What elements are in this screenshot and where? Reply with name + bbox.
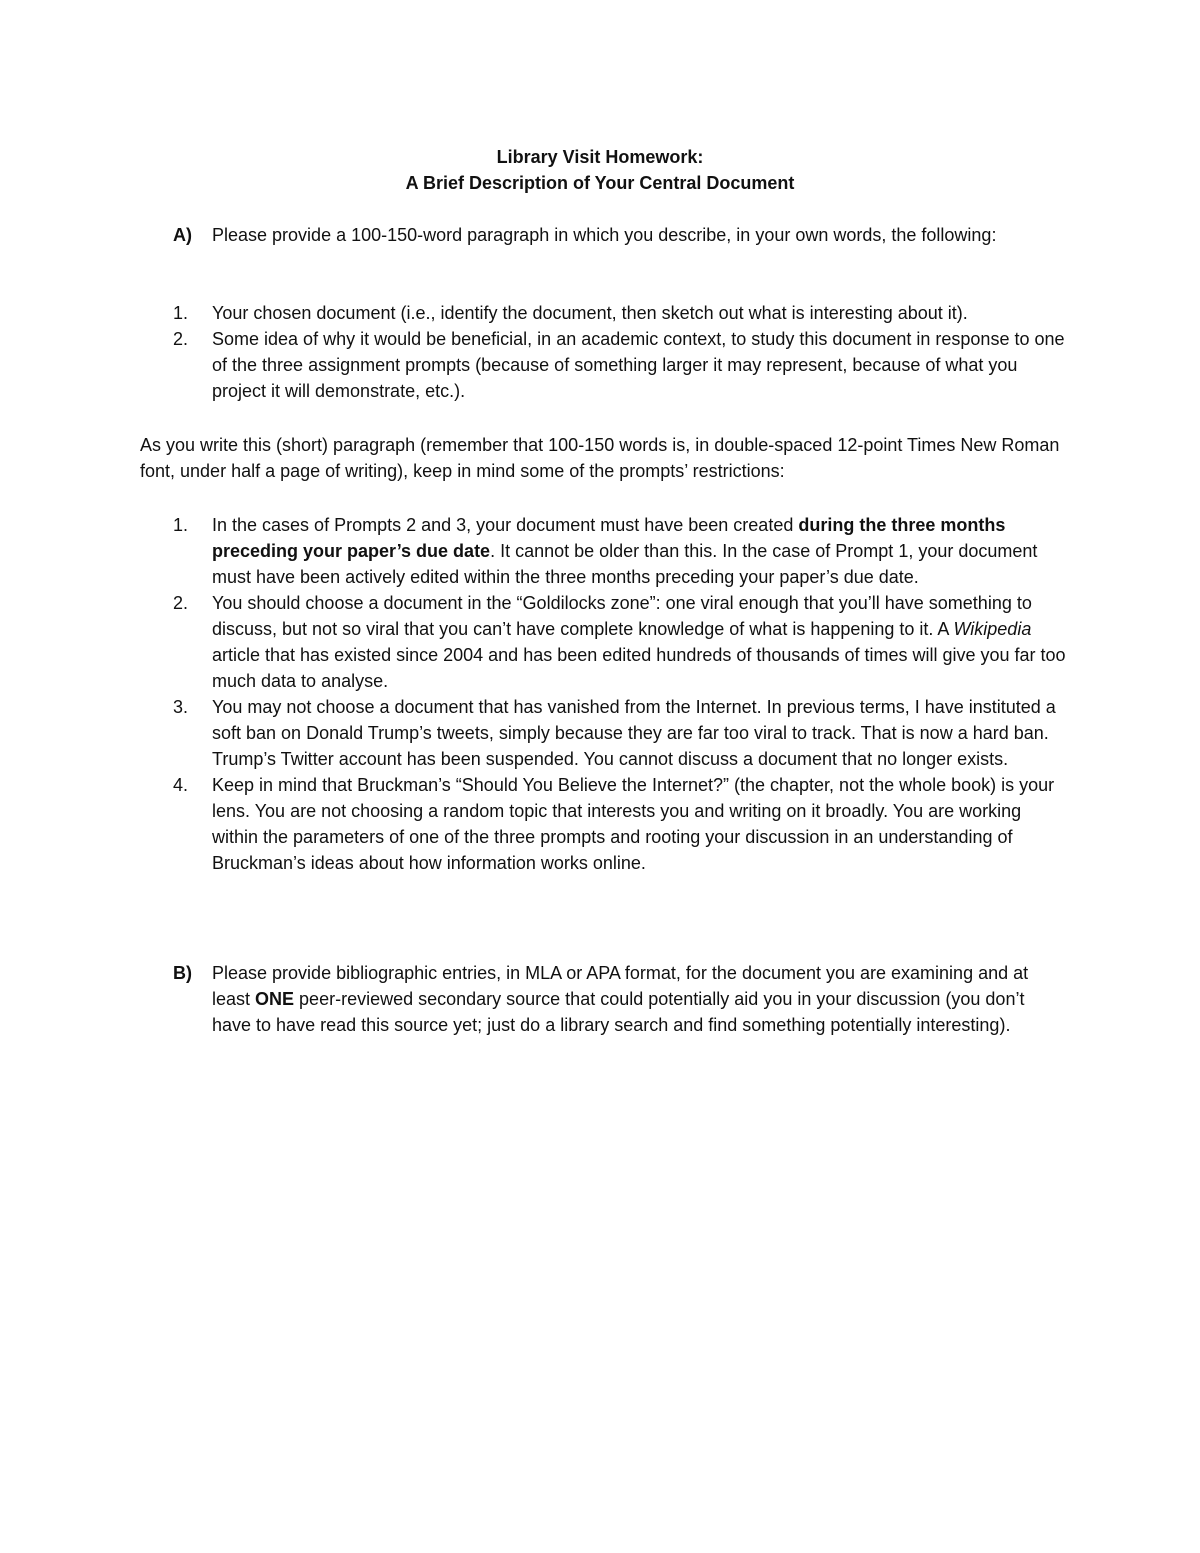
list-item-text: You should choose a document in the “Goldilocks zone”: one viral enough that you’ll have something to discuss, but not so viral that you can’t have complete knowledge of what is happening to it. A Wikipedia article that has existed since 2004 and has been edited hundreds of thousands of times will give you far too much data to analyse. xyxy=(212,593,1066,691)
list-a-item-1 xyxy=(147,300,1067,326)
list-item-text: In the cases of Prompts 2 and 3, your document must have been created during the three months preceding your paper’s due date. It cannot be older than this. In the case of Prompt 1, your document must have been actively edited within the three months preceding your paper’s due date. xyxy=(212,515,1038,587)
list-marker: 1. xyxy=(173,515,189,535)
list-b-item-3 xyxy=(147,694,1067,772)
section-b xyxy=(147,960,1067,1038)
list-a-item-2 xyxy=(147,326,1067,404)
title-line-1: Library Visit Homework: xyxy=(496,147,704,167)
list-b xyxy=(147,512,1067,876)
list-marker: 2. xyxy=(173,329,189,349)
section-a-text: Please provide a 100-150-word paragraph in which you describe, in your own words, the following: xyxy=(212,225,997,245)
emphasis-text: ONE xyxy=(255,989,295,1009)
list-item-text: Some idea of why it would be beneficial, in an academic context, to study this document in response to one of the three assignment prompts (because of something larger it may represent, because of what you project it will demonstrate, etc.). xyxy=(212,329,1065,401)
list-marker: 1. xyxy=(173,303,189,323)
document-title xyxy=(0,144,1200,196)
list-b-item-2 xyxy=(147,590,1067,694)
section-a-marker: A) xyxy=(173,225,192,245)
list-b-item-1 xyxy=(147,512,1067,590)
section-a-item xyxy=(147,222,1067,248)
section-b-item xyxy=(147,960,1067,1038)
section-a xyxy=(147,222,1067,248)
list-marker: 4. xyxy=(173,775,189,795)
italic-text: Wikipedia xyxy=(953,619,1032,639)
list-b-item-4 xyxy=(147,772,1067,876)
list-marker: 2. xyxy=(173,593,189,613)
section-b-text: Please provide bibliographic entries, in MLA or APA format, for the document you are examining and at least ONE peer-reviewed secondary source that could potentially aid you in your discussion (you don’t have to have read this source yet; just do a library search and find something potentially interesting). xyxy=(212,963,1029,1035)
list-item-text: You may not choose a document that has vanished from the Internet. In previous terms, I have instituted a soft ban on Donald Trump’s tweets, simply because they are far too viral to track. That is now a hard ban. Trump’s Twitter account has been suspended. You cannot discuss a document that no longer exists. xyxy=(212,697,1056,769)
list-item-text: Your chosen document (i.e., identify the document, then sketch out what is interesting about it). xyxy=(212,303,968,323)
list-item-text: Keep in mind that Bruckman’s “Should You Believe the Internet?” (the chapter, not the whole book) is your lens. You are not choosing a random topic that interests you and writing on it broadly. You are working within the parameters of one of the three prompts and rooting your discussion in an understanding of Bruckman’s ideas about how information works online. xyxy=(212,775,1055,873)
emphasis-text: during the three months preceding your paper’s due date xyxy=(212,515,1006,561)
title-line-2: A Brief Description of Your Central Document xyxy=(405,173,795,193)
list-marker: 3. xyxy=(173,697,189,717)
list-a xyxy=(147,300,1067,404)
instruction-paragraph: As you write this (short) paragraph (remember that 100-150 words is, in double-spaced 12-point Times New Roman font, under half a page of writing), keep in mind some of the prompts’ restrictions: xyxy=(140,435,1060,481)
section-b-marker: B) xyxy=(173,963,192,983)
